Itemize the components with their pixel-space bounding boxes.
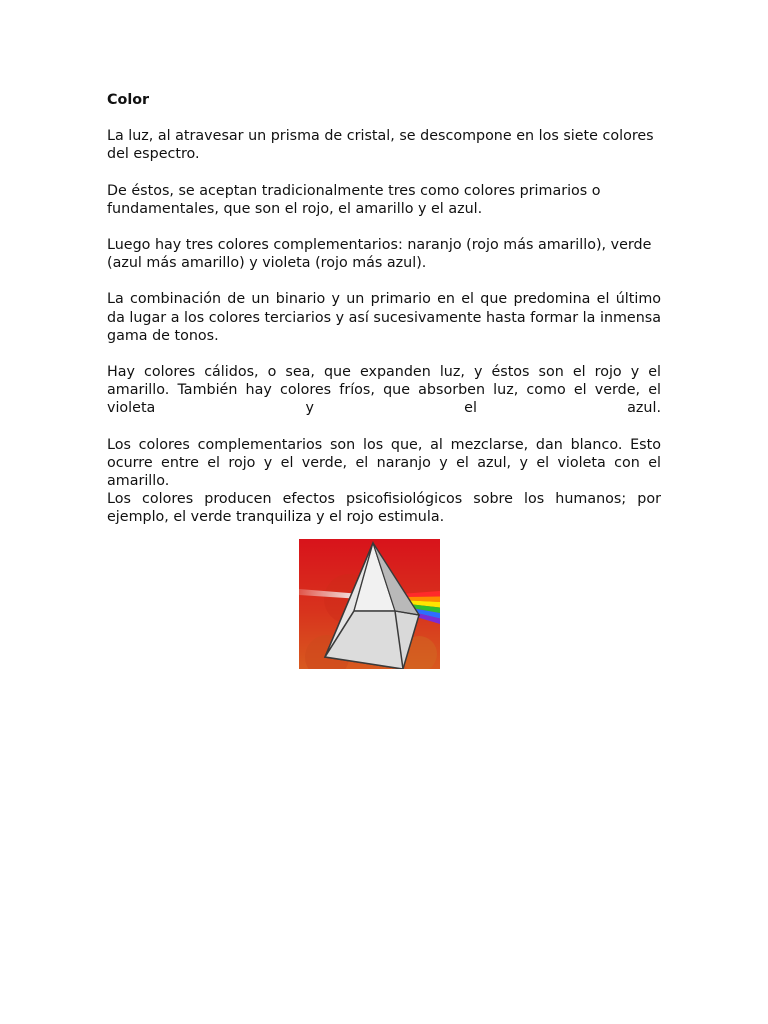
document-title: Color — [107, 92, 150, 108]
paragraph-tertiary-colors: La combinación de un binario y un primario en el que predomina el último da lugar a los colores terciarios y así sucesivamente hasta formar la inmensa gama de tonos. — [107, 291, 661, 344]
prism-image — [299, 539, 440, 669]
paragraph-psychophysiological: Los colores producen efectos psicofisiológicos sobre los humanos; por ejemplo, el verde tranquiliza y el rojo estimula. — [107, 491, 661, 526]
paragraph-primary-colors: De éstos, se aceptan tradicionalmente tres como colores primarios o fundamentales, que son el rojo, el amarillo y el azul. — [107, 182, 601, 217]
paragraph-complementary-white: Los colores complementarios son los que, al mezclarse, dan blanco. Esto ocurre entre el rojo y el verde, el naranjo y el azul, y el violeta con el amarillo. — [107, 436, 661, 490]
prism-spectrum-illustration-icon — [299, 539, 440, 669]
document-body — [107, 91, 661, 545]
paragraph-prism: La luz, al atravesar un prisma de cristal, se descompone en los siete colores del espectro. — [107, 128, 654, 163]
paragraph-complementary-colors: Luego hay tres colores complementarios: naranjo (rojo más amarillo), verde (azul más amarillo) y violeta (rojo más azul). — [107, 237, 652, 272]
paragraph-warm-cold-colors: Hay colores cálidos, o sea, que expanden luz, y éstos son el rojo y el amarillo. También hay colores fríos, que absorben luz, como el verde, el violeta y el azul. — [107, 364, 661, 417]
